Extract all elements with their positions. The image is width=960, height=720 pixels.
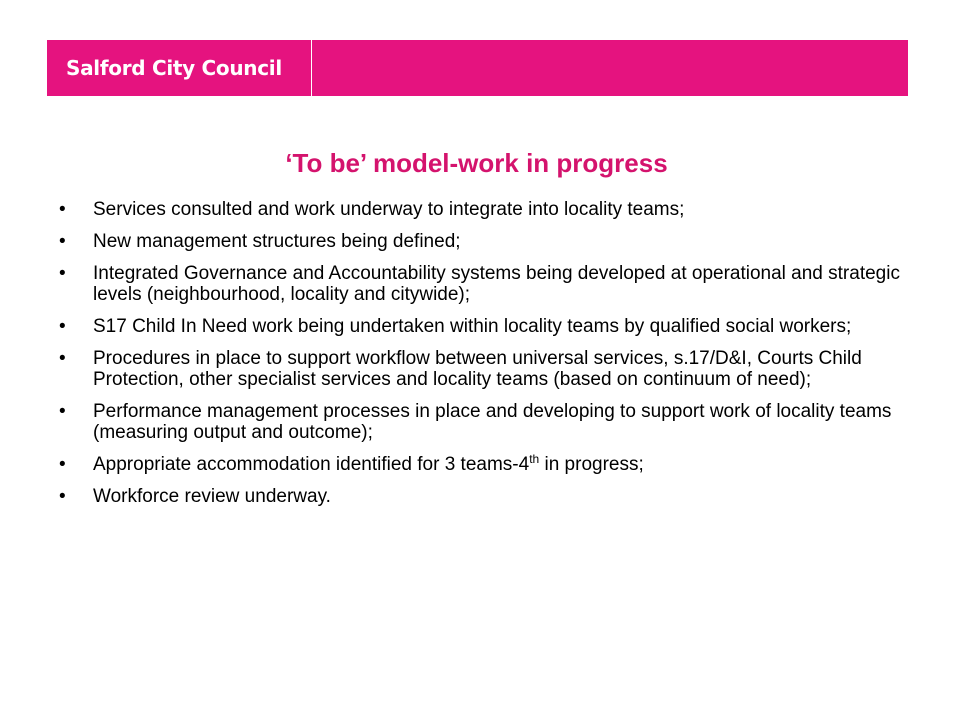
header-empty-area (312, 40, 908, 96)
bullet-item (59, 231, 919, 252)
bullet-dot: • (59, 348, 66, 369)
brand-cell (47, 40, 312, 96)
bullet-text: Performance management processes in place and developing to support work of locality teams (measuring output and outcome); (93, 401, 892, 443)
bullet-dot: • (59, 401, 66, 422)
bullet-text (93, 454, 644, 475)
bullet-dot: • (59, 316, 66, 337)
bullet-item (59, 401, 919, 443)
bullet-list (59, 199, 919, 518)
bullet-text: New management structures being defined; (93, 231, 461, 252)
bullet-text-after: in progress; (539, 454, 644, 475)
bullet-text: S17 Child In Need work being undertaken within locality teams by qualified social workers; (93, 316, 852, 337)
bullet-dot: • (59, 486, 66, 507)
bullet-item (59, 263, 919, 305)
bullet-item (59, 199, 919, 220)
bullet-text: Procedures in place to support workflow between universal services, s.17/D&I, Courts Child Protection, other specialist services and locality teams (based on continuum of need); (93, 348, 862, 390)
bullet-text: Integrated Governance and Accountability systems being developed at operational and strategic levels (neighbourhood, locality and citywide); (93, 263, 900, 305)
brand-logo-text: Salford City Council (66, 56, 282, 80)
bullet-dot: • (59, 231, 66, 252)
header-bar (47, 40, 908, 96)
bullet-dot: • (59, 263, 66, 284)
bullet-item (59, 486, 919, 507)
ordinal-suffix: th (529, 452, 540, 466)
slide-title: ‘To be’ model-work in progress (285, 148, 668, 178)
bullet-item (59, 348, 919, 390)
bullet-dot: • (59, 454, 66, 475)
bullet-item (59, 454, 919, 475)
bullet-dot: • (59, 199, 66, 220)
bullet-text-before: Appropriate accommodation identified for 3 teams-4 (93, 454, 530, 475)
bullet-text: Services consulted and work underway to integrate into locality teams; (93, 199, 685, 220)
bullet-text: Workforce review underway. (93, 486, 331, 507)
bullet-item (59, 316, 919, 337)
